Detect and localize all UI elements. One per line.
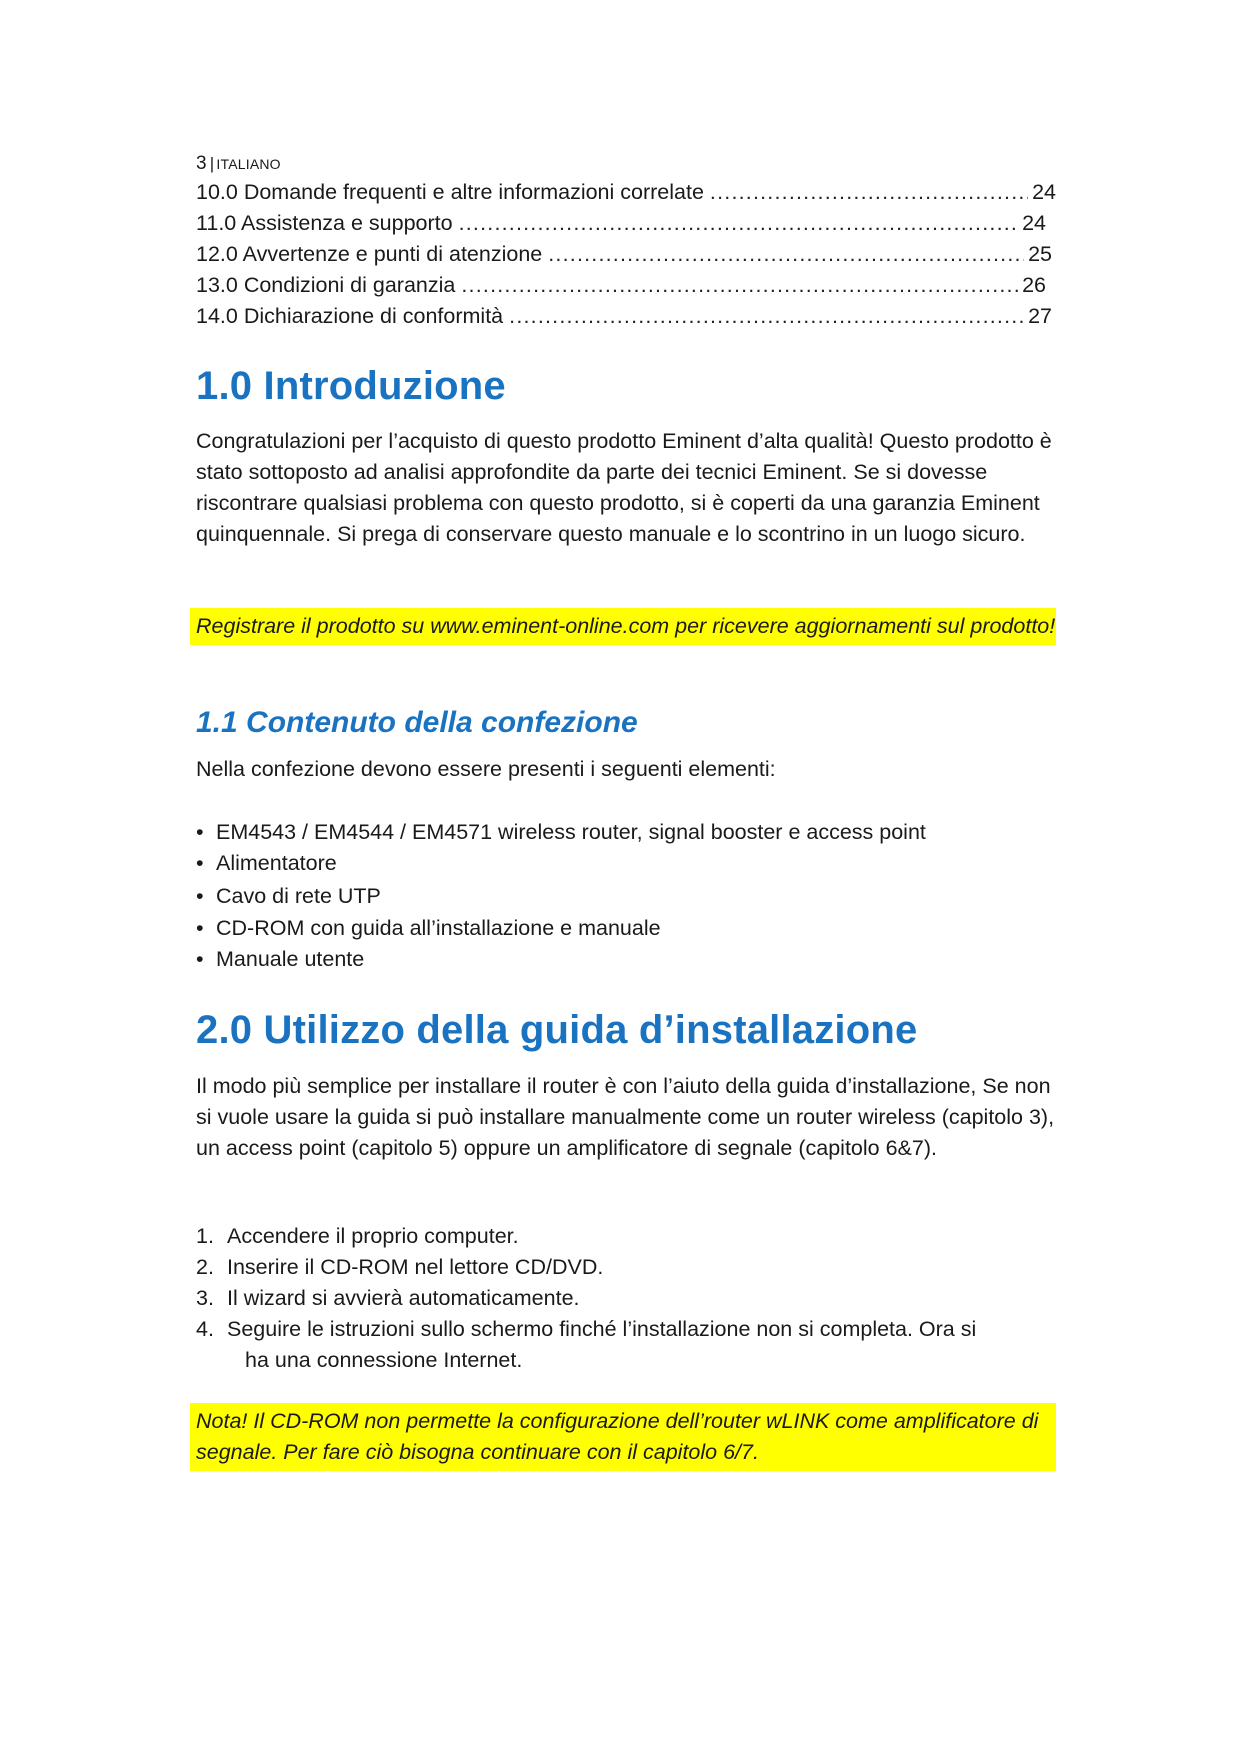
list-item: • CD-ROM con guida all’installazione e manuale	[196, 913, 926, 944]
toc-entry-title: 14.0 Dichiarazione di conformità	[196, 304, 504, 328]
toc-entry[interactable]	[196, 301, 1052, 332]
section-1-1-intro: Nella confezione devono essere presenti i seguenti elementi:	[196, 757, 776, 781]
step-text-continuation: ha una connessione Internet.	[245, 1348, 523, 1372]
page-number: 3	[196, 153, 207, 174]
page-header	[196, 153, 281, 175]
package-contents-list	[196, 817, 926, 975]
step-number: 4.	[196, 1317, 214, 1341]
section-1-heading: 1.0 Introduzione	[196, 364, 506, 408]
section-2-body: Il modo più semplice per installare il router è con l’aiuto della guida d’installazione, Se non si vuole usare la guida si può installare manualmente come un router wireless (capitolo 3), un access point (capitolo 5) oppure un amplificatore di segnale (capitolo 6&7).	[196, 1074, 1055, 1160]
step-text: Accendere il proprio computer.	[227, 1224, 519, 1248]
step-item	[196, 1314, 1056, 1376]
list-item: • EM4543 / EM4544 / EM4571 wireless router, signal booster e access point	[196, 817, 926, 848]
list-item: • Manuale utente	[196, 944, 926, 975]
header-language: ITALIANO	[216, 156, 281, 172]
section-2-heading: 2.0 Utilizzo della guida d’installazione	[196, 1008, 918, 1052]
list-item: • Alimentatore	[196, 848, 926, 880]
list-item: • Cavo di rete UTP	[196, 880, 926, 913]
toc-entry-page: 27	[1028, 304, 1052, 328]
toc-entry-title: 12.0 Avvertenze e punti di atenzione	[196, 242, 543, 266]
step-text: Inserire il CD-ROM nel lettore CD/DVD.	[227, 1255, 604, 1279]
toc-entry[interactable]	[196, 208, 1046, 239]
table-of-contents	[196, 177, 1056, 332]
step-number: 1.	[196, 1224, 214, 1248]
step-number: 3.	[196, 1286, 214, 1310]
section-1-1-heading: 1.1 Contenuto della confezione	[196, 706, 638, 739]
toc-entry-title: 11.0 Assistenza e supporto	[196, 211, 453, 235]
step-text: Il wizard si avvierà automaticamente.	[227, 1286, 580, 1310]
toc-leader-dots	[509, 301, 1024, 332]
cdrom-note: Nota! Il CD-ROM non permette la configurazione dell’router wLINK come amplificatore di segnale. Per fare ciò bisogna continuare con il capitolo 6/7.	[190, 1403, 1056, 1471]
toc-leader-dots	[548, 239, 1024, 270]
step-text: Seguire le istruzioni sullo schermo finché l’installazione non si completa. Ora si	[227, 1317, 977, 1341]
toc-leader-dots	[710, 177, 1028, 208]
step-item	[196, 1252, 1056, 1283]
toc-entry-title: 13.0 Condizioni di garanzia	[196, 273, 456, 297]
installation-steps	[196, 1221, 1056, 1376]
toc-entry-page: 25	[1028, 242, 1052, 266]
toc-entry-page: 26	[1022, 273, 1046, 297]
step-number: 2.	[196, 1255, 214, 1279]
toc-entry-page: 24	[1032, 180, 1056, 204]
toc-leader-dots	[459, 208, 1019, 239]
step-item	[196, 1283, 1056, 1314]
toc-entry[interactable]	[196, 177, 1056, 208]
toc-entry[interactable]	[196, 270, 1046, 301]
toc-entry[interactable]	[196, 239, 1052, 270]
step-item	[196, 1221, 1056, 1252]
header-separator: |	[209, 154, 215, 173]
toc-leader-dots	[461, 270, 1018, 301]
section-1-body: Congratulazioni per l’acquisto di questo prodotto Eminent d’alta qualità! Questo prodotto è stato sottoposto ad analisi approfondite da parte dei tecnici Eminent. Se si dovesse riscontrare qualsiasi problema con questo prodotto, si è coperti da una garanzia Eminent quinquennale. Si prega di conservare questo manuale e lo scontrino in un luogo sicuro.	[196, 429, 1052, 546]
register-note: Registrare il prodotto su www.eminent-online.com per ricevere aggiornamenti sul prodotto!	[190, 608, 1056, 645]
toc-entry-title: 10.0 Domande frequenti e altre informazioni correlate	[196, 180, 704, 204]
toc-entry-page: 24	[1022, 211, 1046, 235]
